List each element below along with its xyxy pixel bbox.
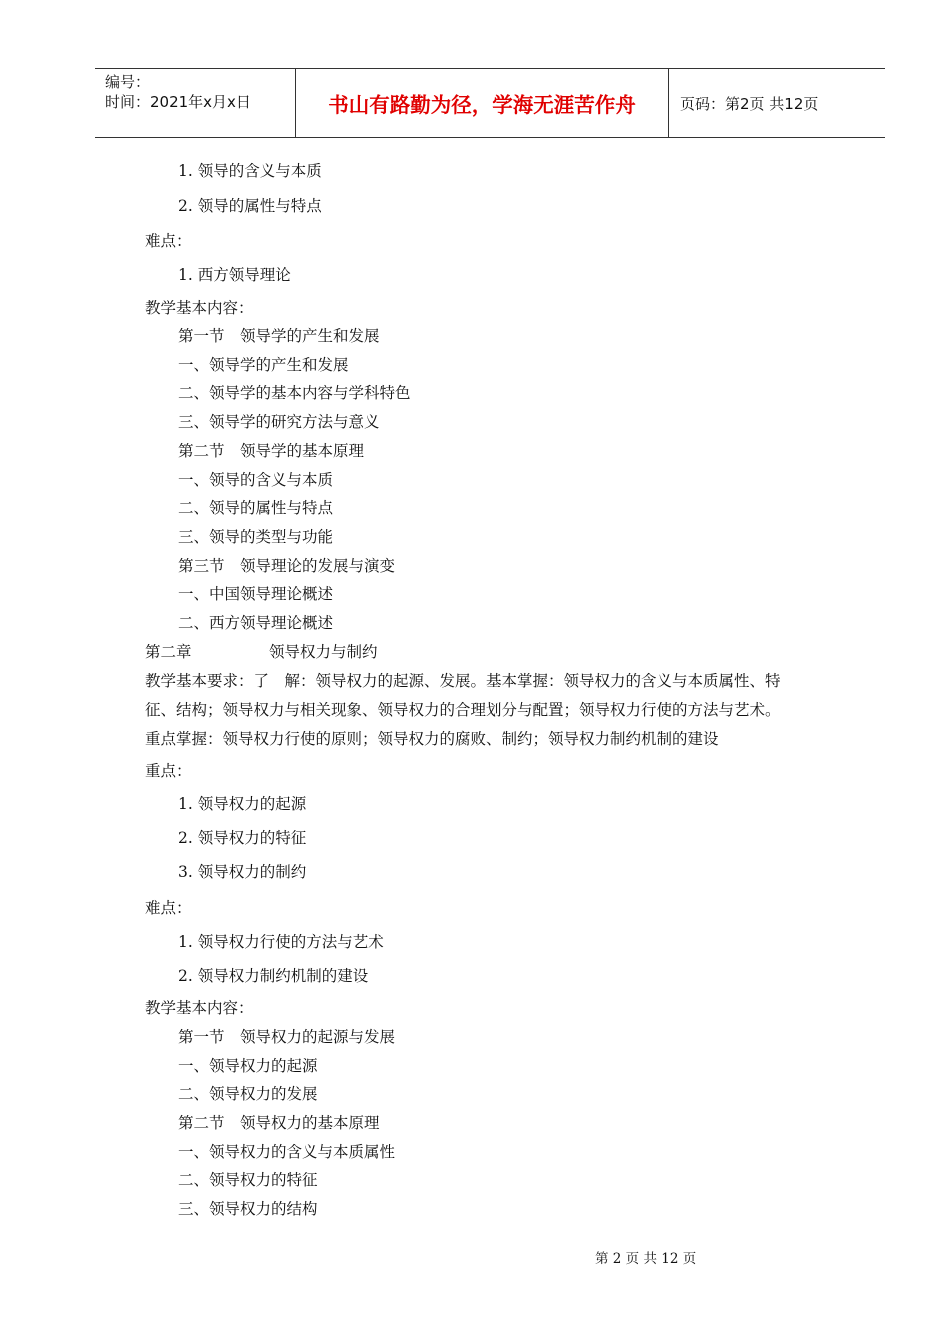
list-item: 三、领导权力的结构 xyxy=(178,1200,318,1218)
section-label: 难点： xyxy=(145,232,192,250)
section-heading: 第三节 领导理论的发展与演变 xyxy=(178,557,396,575)
list-item: 3. 领导权力的制约 xyxy=(178,863,307,881)
section-heading: 第二节 领导权力的基本原理 xyxy=(178,1114,380,1132)
list-item: 1. 领导权力行使的方法与艺术 xyxy=(178,933,384,951)
list-item: 1. 领导的含义与本质 xyxy=(178,162,322,180)
page-header xyxy=(95,68,885,138)
header-page-number: 页码：第2页 共12页 xyxy=(680,94,819,113)
section-label: 重点： xyxy=(145,762,192,780)
header-date: 时间：2021年x月x日 xyxy=(105,93,251,111)
list-item: 2. 领导权力制约机制的建设 xyxy=(178,967,369,985)
list-item: 一、领导权力的含义与本质属性 xyxy=(178,1143,396,1161)
list-item: 一、领导学的产生和发展 xyxy=(178,356,349,374)
list-item: 三、领导的类型与功能 xyxy=(178,528,334,546)
list-item: 一、领导的含义与本质 xyxy=(178,471,334,489)
paragraph-line: 重点掌握：领导权力行使的原则；领导权力的腐败、制约；领导权力制约机制的建设 xyxy=(145,730,719,748)
list-item: 二、领导的属性与特点 xyxy=(178,499,334,517)
section-label: 教学基本内容： xyxy=(145,299,254,317)
list-item: 一、中国领导理论概述 xyxy=(178,585,334,603)
section-label: 难点： xyxy=(145,899,192,917)
header-motto: 书山有路勤为径，学海无涯苦作舟 xyxy=(328,93,636,117)
header-divider xyxy=(668,69,669,137)
list-item: 2. 领导权力的特征 xyxy=(178,829,307,847)
chapter-heading: 第二章 领导权力与制约 xyxy=(145,643,378,661)
list-item: 二、领导权力的发展 xyxy=(178,1085,318,1103)
page-footer: 第 2 页 共 12 页 xyxy=(595,1251,697,1267)
header-number: 编号： xyxy=(105,73,151,91)
paragraph-line: 教学基本要求：了 解：领导权力的起源、发展。基本掌握：领导权力的含义与本质属性、特 xyxy=(145,672,781,690)
list-item: 二、领导权力的特征 xyxy=(178,1171,318,1189)
section-heading: 第一节 领导权力的起源与发展 xyxy=(178,1028,396,1046)
section-heading: 第一节 领导学的产生和发展 xyxy=(178,327,380,345)
section-heading: 第二节 领导学的基本原理 xyxy=(178,442,365,460)
section-label: 教学基本内容： xyxy=(145,999,254,1017)
list-item: 1. 西方领导理论 xyxy=(178,266,291,284)
list-item: 二、领导学的基本内容与学科特色 xyxy=(178,384,411,402)
list-item: 2. 领导的属性与特点 xyxy=(178,197,322,215)
header-meta xyxy=(95,69,295,137)
list-item: 1. 领导权力的起源 xyxy=(178,795,307,813)
header-divider xyxy=(295,69,296,137)
list-item: 一、领导权力的起源 xyxy=(178,1057,318,1075)
list-item: 二、西方领导理论概述 xyxy=(178,614,334,632)
paragraph-line: 征、结构；领导权力与相关现象、领导权力的合理划分与配置；领导权力行使的方法与艺术。 xyxy=(145,701,781,719)
list-item: 三、领导学的研究方法与意义 xyxy=(178,413,380,431)
